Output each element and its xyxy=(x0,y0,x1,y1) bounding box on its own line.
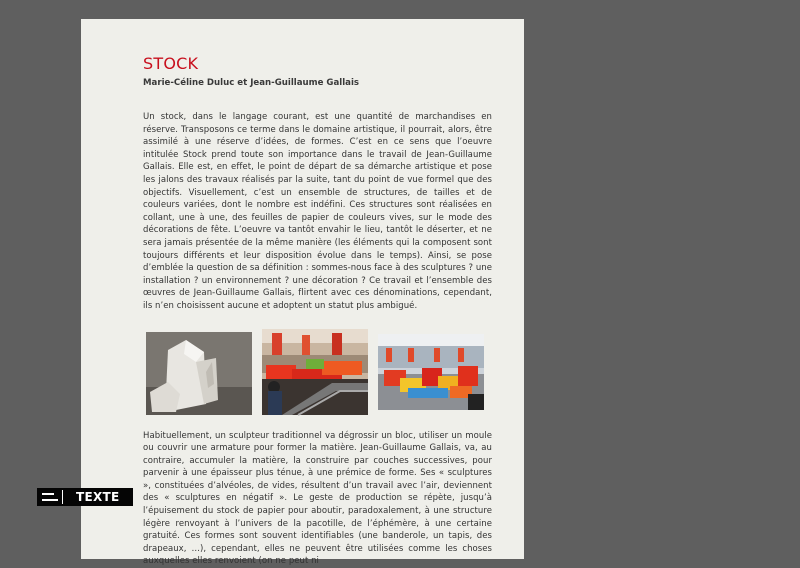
menu-separator xyxy=(62,490,63,504)
article-content xyxy=(143,54,492,568)
white-paper-sculptures-photo[interactable] xyxy=(146,332,252,415)
article-paragraph-1: Un stock, dans le langage courant, est une quantité de marchandises en réserve. Transposons ce terme dans le domaine artistique, il pourrait, alors, être assimilé à une réserve d’idées, de formes. C’est en ce sens que l’oeuvre intitulée Stock prend toute son importance dans le travail de Jean-Guillaume Gallais. Elle est, en effet, le point de départ de sa démarche artistique et pose les jalons des travaux réalisés par la suite, tant du point de vue formel que des objectifs. Visuellement, c’est un ensemble de structures, de tailles et de couleurs variées, dont le nombre est indéfini. Ces structures sont réalisées en collant, une à une, des feuilles de papier de couleurs vives, sur le mode des décorations de fête. L’oeuvre va tantôt envahir le lieu, tantôt le déserter, et ne sera jamais présentée de la même manière (les éléments qui la composent sont toujours différents et leur disposition évolue dans le temps). Ainsi, se pose d’emblée la question de sa définition : sommes-nous face à des sculptures ? une installation ? un environnement ? une décoration ? Ce travail et l’ensemble des œuvres de Jean-Guillaume Gallais, flirtent avec ces dénominations, cependant, ils n’en choisissent aucune et adoptent un statut plus ambigué. xyxy=(143,111,492,313)
menu-lines-icon[interactable] xyxy=(42,492,58,502)
article-title: STOCK xyxy=(143,54,492,74)
texte-menu-button[interactable] xyxy=(37,488,133,506)
menu-label[interactable]: TEXTE xyxy=(76,490,120,504)
red-installation-escalator-photo[interactable] xyxy=(262,329,368,415)
photo-strip xyxy=(143,329,492,415)
article-page xyxy=(81,19,524,559)
article-authors: Marie-Céline Duluc et Jean-Guillaume Gallais xyxy=(143,78,492,88)
article-paragraph-2: Habituellement, un sculpteur traditionnel va dégrossir un bloc, utiliser un moule ou couvrir une armature pour former la matière. Jean-Guillaume Gallais, va, au contraire, accumuler la matière, la construire par couches successives, pour parvenir à une épaisseur plus ténue, à une prémice de forme. Ses « sculptures », constituées d’alvéoles, de vides, résultent d’un travail avec l’air, deviennent des « sculptures en négatif ». Le geste de production se répète, jusqu’à l’épuisement du stock de papier pour aboutir, paradoxalement, à une structure légère renvoyant à l’univers de la pacotille, de l’éphémère, à une certaine gratuité. Ces formes sont souvent identifiables (une banderole, un tapis, des drapeaux, …), cependant, elles ne peuvent être utilisées comme les choses auxquelles elles renvoient (on ne peut ni xyxy=(143,430,492,568)
colorful-blocks-room-photo[interactable] xyxy=(378,334,484,410)
